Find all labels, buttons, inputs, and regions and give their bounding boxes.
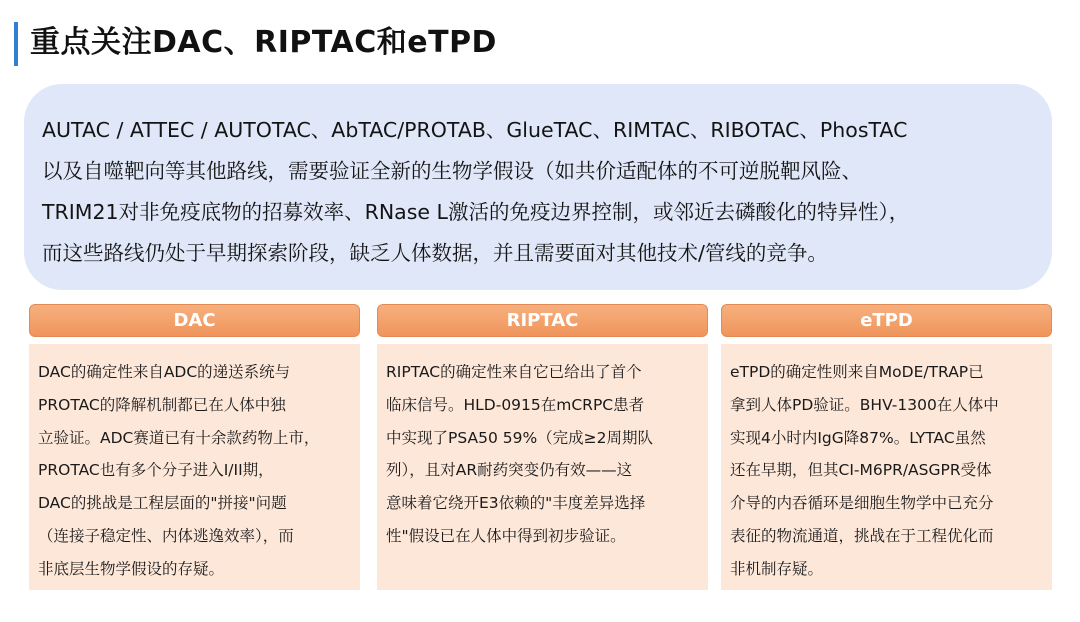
column-body-etpd [721,344,1052,590]
body-line: 意味着它绕开E3依赖的"丰度差异选择 [386,494,646,513]
body-line: PROTAC也有多个分子进入I/II期， [38,461,274,480]
body-line: 介导的内吞循环是细胞生物学中已充分 [730,494,994,513]
summary-line: AUTAC / ATTEC / AUTOTAC、AbTAC/PROTAB、GlueTAC、RIMTAC、RIBOTAC、PhosTAC [42,118,908,142]
body-line: 表征的物流通道，挑战在于工程优化而 [730,526,994,545]
body-line: 实现4小时内IgG降87%。LYTAC虽然 [730,428,986,447]
body-line: 临床信号。HLD-0915在mCRPC患者 [386,395,645,414]
body-line: 非机制存疑。 [730,559,824,578]
column-body-riptac [377,344,708,590]
column-riptac [377,304,708,590]
column-header-dac: DAC [29,304,360,337]
body-line: 中实现了PSA50 59%（完成≥2周期队 [386,428,654,447]
summary-line: TRIM21对非免疫底物的招募效率、RNase L激活的免疫边界控制，或邻近去磷酸化的特异性）， [42,200,910,224]
summary-line: 以及自噬靶向等其他路线，需要验证全新的生物学假设（如共价适配体的不可逆脱靶风险、 [42,159,862,183]
body-line: eTPD的确定性则来自MoDE/TRAP已 [730,363,984,381]
column-dac [29,304,360,590]
body-line: PROTAC的降解机制都已在人体中独 [38,395,286,414]
body-line: DAC的确定性来自ADC的递送系统与 [38,363,291,381]
column-header-riptac: RIPTAC [377,304,708,337]
summary-box [24,84,1052,290]
body-line: 非底层生物学假设的存疑。 [38,559,225,578]
page-title: 重点关注DAC、RIPTAC和eTPD [30,25,497,60]
body-line: 性"假设已在人体中得到初步验证。 [386,526,626,545]
title-accent-bar [14,22,18,66]
body-line: 立验证。ADC赛道已有十余款药物上市， [38,428,320,447]
column-etpd [721,304,1052,590]
body-line: RIPTAC的确定性来自它已给出了首个 [386,363,642,381]
body-line: （连接子稳定性、内体逃逸效率），而 [38,526,294,545]
column-body-dac [29,344,360,590]
body-line: 列），且对AR耐药突变仍有效——这 [386,461,633,480]
body-line: 拿到人体PD验证。BHV-1300在人体中 [730,395,999,414]
body-line: 还在早期，但其CI-M6PR/ASGPR受体 [730,461,992,480]
summary-line: 而这些路线仍处于早期探索阶段，缺乏人体数据，并且需要面对其他技术/管线的竞争。 [42,241,828,265]
body-line: DAC的挑战是工程层面的"拼接"问题 [38,494,287,513]
column-header-etpd: eTPD [721,304,1052,337]
